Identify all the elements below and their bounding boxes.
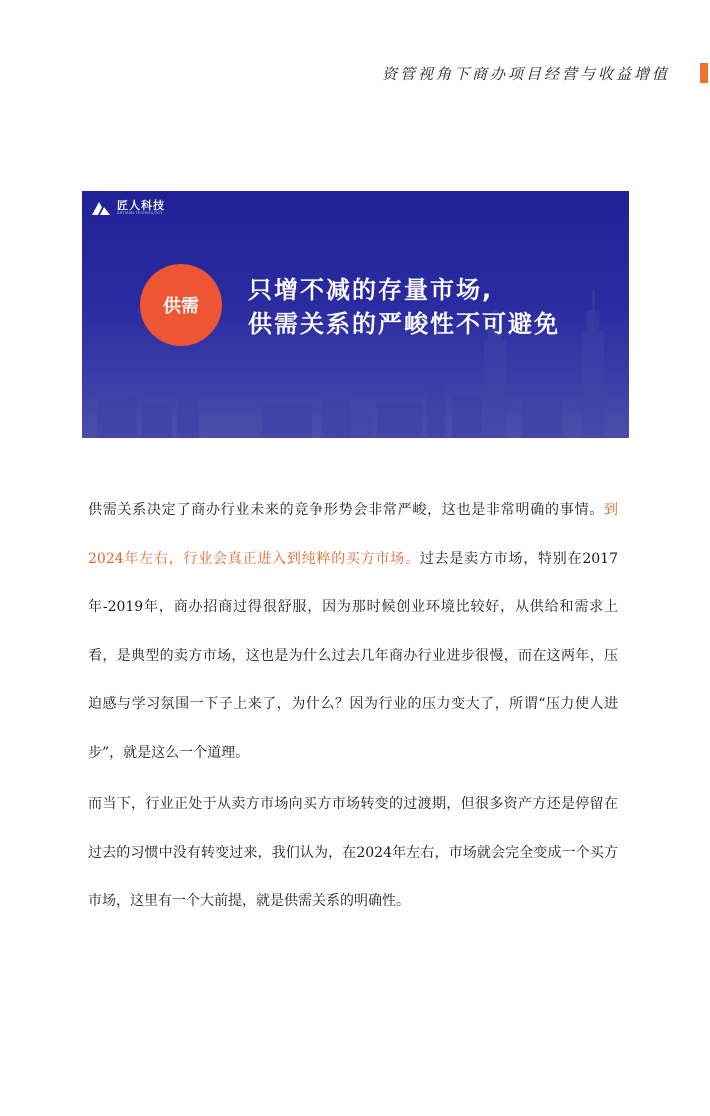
header-accent-bar (700, 63, 708, 83)
banner-logo (92, 200, 165, 216)
paragraph-2: 而当下，行业正处于从卖方市场向买方市场转变的过渡期，但很多资产方还是停留在过去的习惯中没有转变过来，我们认为，在2024年左右，市场就会完全变成一个买方市场，这里有一个大前提，就是供需关系的明确性。 (88, 796, 618, 909)
banner-headline (248, 273, 560, 341)
paragraph-1-highlight: 到2024年左右，行业会真正进入到纯粹的买方市场。 (88, 502, 618, 567)
banner-badge: 供需 (140, 264, 222, 346)
logo-subtitle: ARTISAN TECHNOLOGY (117, 211, 163, 215)
header-title: 资管视角下商办项目经营与收益增值 (381, 65, 670, 83)
paragraph-1-sentence-3: 过去是卖方市场，特别在2017年-2019年，商办招商过得很舒服，因为那时候创业环境比较好，从供给和需求上看，是典型的卖方市场，这也是为什么过去几年商办行业进步很慢，而在这两年，压迫感与学习氛围一下子上来了，为什么？因为行业的压力变大了，所谓“压力使人进步”，就是这么一个道理。 (88, 550, 618, 761)
banner-headline-line-1: 只增不减的存量市场, (248, 276, 494, 304)
logo-mark-icon (92, 201, 112, 215)
paragraph-1 (88, 486, 618, 777)
banner-headline-line-2: 供需关系的严峻性不可避免 (248, 310, 560, 338)
banner-image (82, 191, 629, 438)
paragraph-1-sentence-1: 供需关系决定了商办行业未来的竞争形势会非常严峻，这也是非常明确的事情。 (88, 502, 604, 518)
logo-name: 匠人科技 (117, 199, 165, 212)
